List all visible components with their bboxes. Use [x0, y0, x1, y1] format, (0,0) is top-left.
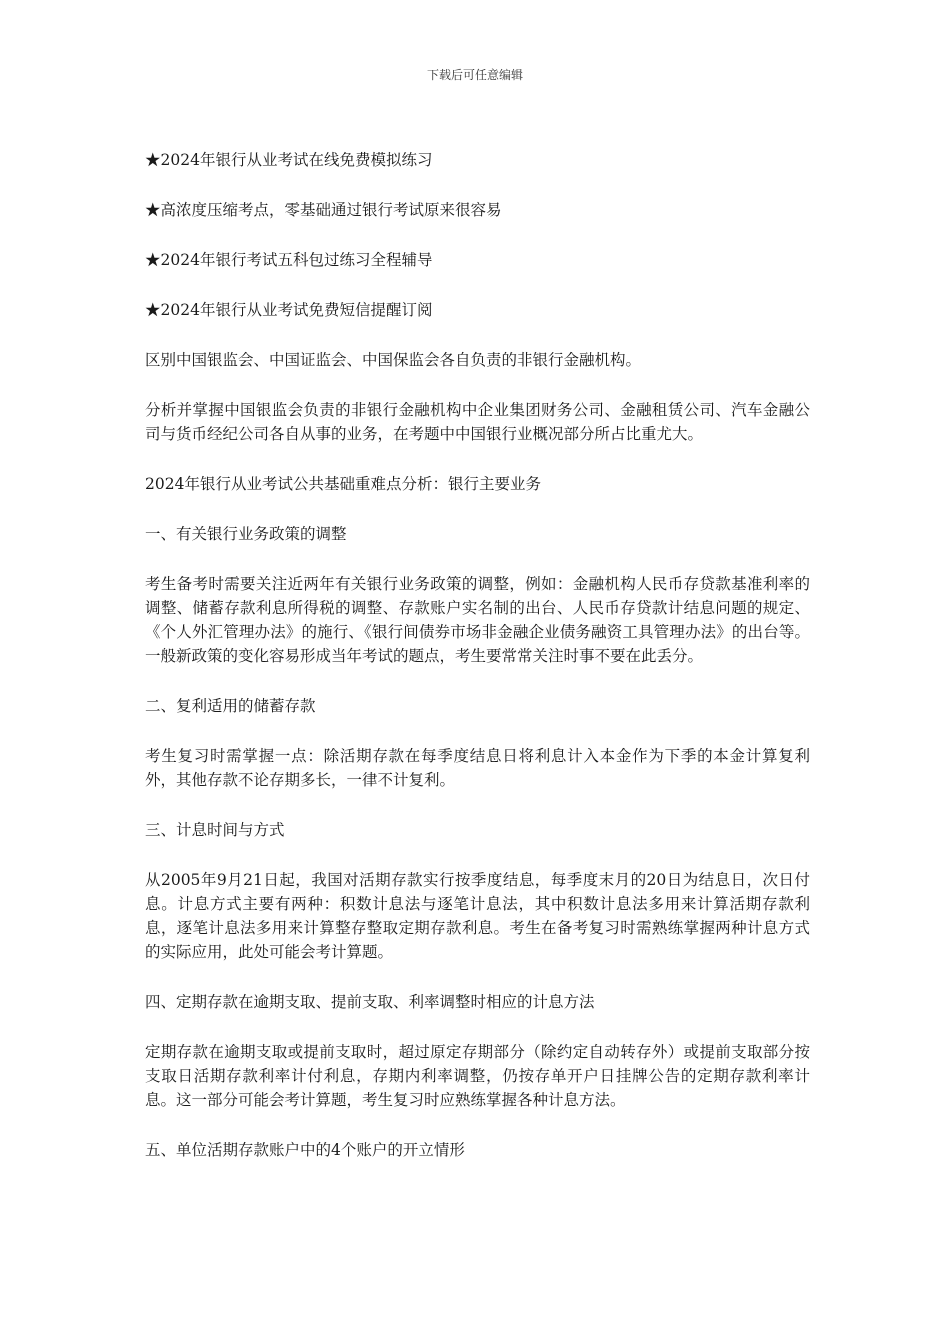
promo-line-mock-exam: ★2024年银行从业考试在线免费模拟练习 — [145, 151, 433, 169]
promo-line-compressed-points: ★高浓度压缩考点，零基础通过银行考试原来很容易 — [145, 201, 502, 219]
section-heading-4: 四、定期存款在逾期支取、提前支取、利率调整时相应的计息方法 — [145, 993, 595, 1011]
section-heading-2: 二、复利适用的储蓄存款 — [145, 697, 316, 715]
promo-line-sms-subscription: ★2024年银行从业考试免费短信提醒订阅 — [145, 301, 433, 319]
section-body-4: 定期存款在逾期支取或提前支取时，超过原定存期部分（除约定自动转存外）或提前支取部分按支取日活期存款利率计付利息，存期内利率调整，仍按存单开户日挂牌公告的定期存款利率计息。这一部分可能会考计算题，考生复习时应熟练掌握各种计息方法。 — [145, 1043, 810, 1109]
section-body-3: 从2005年9月21日起，我国对活期存款实行按季度结息，每季度末月的20日为结息日，次日付息。计息方式主要有两种：积数计息法与逐笔计息法，其中积数计息法多用来计算活期存款利息，逐笔计息法多用来计算整存整取定期存款利息。考生在备考复习时需熟练掌握两种计息方式的实际应用，此处可能会考计算题。 — [145, 871, 810, 961]
header-note: 下载后可任意编辑 — [426, 68, 523, 82]
section-heading-1: 一、有关银行业务政策的调整 — [145, 525, 347, 543]
promo-line-tutoring: ★2024年银行考试五科包过练习全程辅导 — [145, 251, 433, 269]
section-heading-3: 三、计息时间与方式 — [145, 821, 285, 839]
document-body — [145, 148, 810, 1188]
article-title: 2024年银行从业考试公共基础重难点分析：银行主要业务 — [145, 475, 541, 493]
paragraph-regulators: 区别中国银监会、中国证监会、中国保监会各自负责的非银行金融机构。 — [145, 351, 642, 369]
section-heading-5: 五、单位活期存款账户中的4个账户的开立情形 — [145, 1141, 465, 1159]
section-body-1: 考生备考时需要关注近两年有关银行业务政策的调整，例如：金融机构人民币存贷款基准利率的调整、储蓄存款利息所得税的调整、存款账户实名制的出台、人民币存贷款计结息问题的规定、《个人外汇管理办法》的施行、《银行间债券市场非金融企业债务融资工具管理办法》的出台等。一般新政策的变化容易形成当年考试的题点，考生要常常关注时事不要在此丢分。 — [145, 575, 810, 665]
section-body-2: 考生复习时需掌握一点：除活期存款在每季度结息日将利息计入本金作为下季的本金计算复利外，其他存款不论存期多长，一律不计复利。 — [145, 747, 810, 789]
paragraph-nonbank-institutions: 分析并掌握中国银监会负责的非银行金融机构中企业集团财务公司、金融租赁公司、汽车金融公司与货币经纪公司各自从事的业务，在考题中中国银行业概况部分所占比重尤大。 — [145, 401, 810, 443]
